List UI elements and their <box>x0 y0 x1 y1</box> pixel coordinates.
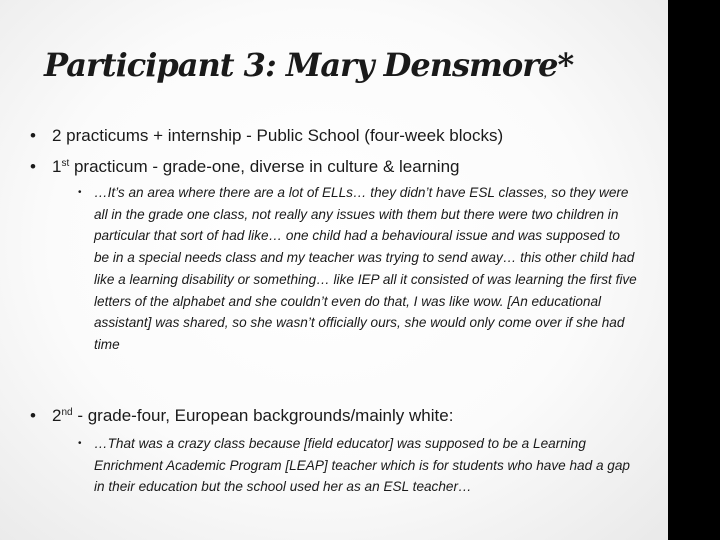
bullet-marker: • <box>30 126 36 145</box>
bullet-text: 2nd - grade-four, European backgrounds/mainly white: <box>52 406 454 425</box>
right-edge-bar <box>668 0 720 540</box>
quote-text: …That was a crazy class because [field educator] was supposed to be a Learning Enrichment Academic Program [LEAP] teacher which is for students who have had a gap in their education but the school used her as an ESL teacher… <box>94 436 630 495</box>
bullet-marker: • <box>78 438 82 449</box>
slide-title: Participant 3: Mary Densmore* <box>44 46 574 84</box>
quote-second-practicum <box>78 433 638 498</box>
quote-text: …It’s an area where there are a lot of ELLs… they didn’t have ESL classes, so they were all in the grade one class, not really any issues with them but there were two children in particular that sort of had like… one child had a behavioural issue and was supposed to be in a special needs class and my teacher was trying to send away… this other child had like a learning disability or something… like IEP all it consisted of was learning the first five letters of the alphabet and she couldn’t even do that, I was like wow. [An educational assistant] was shared, so she wasn’t officially ours, she would only come over if she had time <box>94 185 637 352</box>
bullet-text: 2 practicums + internship - Public School (four-week blocks) <box>52 126 504 145</box>
bullet-marker: • <box>30 406 36 425</box>
quote-first-practicum <box>78 182 638 356</box>
bullet-text: 1st practicum - grade-one, diverse in culture & learning <box>52 157 460 176</box>
bullet-marker: • <box>30 157 36 176</box>
bullet-marker: • <box>78 187 82 198</box>
